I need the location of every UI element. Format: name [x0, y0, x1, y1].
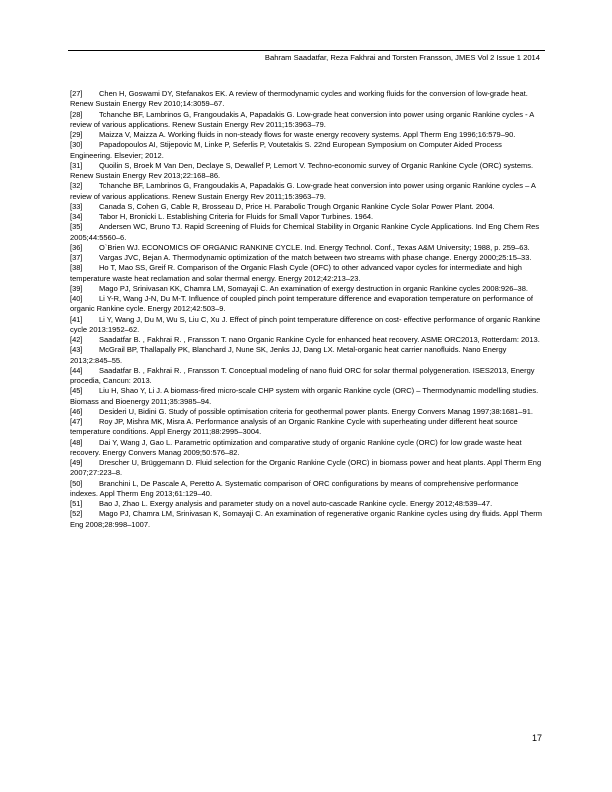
reference-number: [30] [70, 140, 83, 150]
page-number: 17 [531, 733, 542, 743]
reference-entry [70, 222, 544, 243]
reference-entry [70, 366, 544, 387]
reference-entry [70, 130, 544, 140]
reference-text: McGrail BP, Thallapally PK, Blanchard J, Nune SK, Jenks JJ, Dang LX. Metal-organic heat carrier nanofluids. Nano Energy 2013;2:845–55. [70, 345, 507, 365]
reference-number: [42] [70, 335, 83, 344]
reference-text: Dai Y, Wang J, Gao L. Parametric optimization and comparative study of organic Rankine cycle (ORC) for low grade waste heat recovery. Energy Convers Manag 2009;50:576–82. [70, 437, 522, 457]
reference-text: Tchanche BF, Lambrinos G, Frangoudakis A, Papadakis G. Low-grade heat conversion into power using organic Rankine cycles - A review of various applications. Renew Sustain Energy Rev 2011;15:3963–79. [70, 109, 534, 129]
reference-entry [70, 161, 544, 182]
reference-entry [70, 438, 544, 459]
reference-number: [52] [70, 509, 83, 519]
reference-entry [70, 315, 544, 336]
reference-text: Andersen WC, Bruno TJ. Rapid Screening of Fluids for Chemical Stability in Organic Rankine Cycle Applications. Ind Eng Chem Res 2005;44:5560–6. [70, 222, 540, 242]
reference-entry [70, 335, 544, 345]
reference-text: Mago PJ, Chamra LM, Srinivasan K, Somayaji C. An examination of regenerative organic Rankine cycles using dry fluids. Appl Therm Eng 2008;28:998–1007. [70, 509, 542, 529]
reference-number: [43] [70, 345, 83, 355]
reference-entry [70, 212, 544, 222]
reference-number: [45] [70, 386, 83, 396]
reference-number: [40] [70, 294, 83, 303]
reference-text: Li Y-R, Wang J-N, Du M-T. Influence of coupled pinch point temperature difference and evaporation temperature on performance of organic Rankine cycle. Energy 2012;42:503–9. [70, 294, 533, 314]
reference-text: Drescher U, Brüggemann D. Fluid selection for the Organic Rankine Cycle (ORC) in biomass power and heat plants. Appl Therm Eng 2007;27:223–8. [70, 458, 542, 478]
reference-text: Li Y, Wang J, Du M, Wu S, Liu C, Xu J. Effect of pinch point temperature difference on cost- effective performance of organic Rankine cycle 2013:1952–62. [70, 314, 541, 334]
reference-text: Canada S, Cohen G, Cable R, Brosseau D, Price H. Parabolic Trough Organic Rankine Cycle Solar Power Plant. 2004. [99, 201, 495, 211]
reference-text: Ho T, Mao SS, Greif R. Comparison of the Organic Flash Cycle (OFC) to other advanced vapor cycles for intermediate and high temperature waste heat reclamation and solar thermal energy. Energy 2012;42:213–23. [70, 263, 522, 283]
reference-entry [70, 253, 544, 263]
reference-number: [32] [70, 181, 83, 191]
reference-text: O`Brien WJ. ECONOMICS OF ORGANIC RANKINE CYCLE. Ind. Energy Technol. Conf., Texas A&M University; 1988, p. 259–63. [99, 242, 530, 252]
reference-number: [37] [70, 253, 83, 262]
reference-text: Bao J, Zhao L. Exergy analysis and parameter study on a novel auto-cascade Rankine cycle. Energy 2012;48:539–47. [99, 499, 493, 508]
reference-number: [47] [70, 417, 83, 426]
reference-text: Vargas JVC, Bejan A. Thermodynamic optimization of the match between two streams with phase change. Energy 2000;25:15–33. [99, 253, 532, 262]
running-head: Bahram Saadatfar, Reza Fakhrai and Torsten Fransson, JMES Vol 2 Issue 1 2014 [264, 53, 540, 62]
reference-number: [27] [70, 89, 83, 98]
reference-list [70, 89, 544, 530]
reference-entry [70, 263, 544, 284]
reference-number: [28] [70, 109, 83, 119]
reference-number: [46] [70, 406, 83, 416]
reference-text: Saadatfar B. , Fakhrai R. , Fransson T. nano Organic Rankine Cycle for enhanced heat recovery. ASME ORC2013, Rotterdam: 2013. [99, 335, 540, 344]
reference-number: [38] [70, 263, 83, 273]
reference-entry [70, 345, 544, 366]
reference-text: Roy JP, Mishra MK, Misra A. Performance analysis of an Organic Rankine Cycle with superheating under different heat source temperature conditions. Appl Energy 2011;88:2995–3004. [70, 417, 518, 437]
reference-text: Tabor H, Bronicki L. Establishing Criteria for Fluids for Small Vapor Turbines. 1964. [99, 212, 374, 221]
reference-text: Chen H, Goswami DY, Stefanakos EK. A review of thermodynamic cycles and working fluids for the conversion of low-grade heat. Renew Sustain Energy Rev 2010;14:3059–67. [70, 89, 528, 109]
reference-entry [70, 499, 544, 509]
reference-text: Branchini L, De Pascale A, Peretto A. Systematic comparison of ORC configurations by means of comprehensive performance indexes. Appl Therm Eng 2013;61:129–40. [70, 478, 519, 498]
reference-entry [70, 294, 544, 315]
reference-text: Tchanche BF, Lambrinos G, Frangoudakis A, Papadakis G. Low-grade heat conversion into power using organic Rankine cycles – A review of various applications. Renew Sustain Energy Rev 2011;15:3963–79. [70, 181, 536, 201]
reference-entry [70, 509, 544, 530]
reference-text: Liu H, Shao Y, Li J. A biomass-fired micro-scale CHP system with organic Rankine cycle (ORC) – Thermodynamic modelling studies. Biomass and Bioenergy 2011;35:3985–94. [70, 386, 539, 406]
reference-entry [70, 458, 544, 479]
reference-number: [41] [70, 314, 83, 324]
reference-number: [31] [70, 160, 83, 170]
reference-number: [39] [70, 283, 83, 293]
reference-number: [33] [70, 201, 83, 211]
reference-number: [48] [70, 437, 83, 447]
header-rule [68, 50, 545, 51]
reference-entry [70, 140, 544, 161]
reference-number: [29] [70, 130, 83, 139]
reference-text: Saadatfar B. , Fakhrai R. , Fransson T. Conceptual modeling of nano fluid ORC for solar thermal polygeneration. ISES2013, Energy procedia, Cancun: 2013. [70, 365, 535, 385]
reference-entry [70, 407, 544, 417]
reference-text: Papadopoulos AI, Stijepovic M, Linke P, Seferlis P, Voutetakis S. 22nd European Symposium on Computer Aided Process Engineering. Elsevier; 2012. [70, 140, 502, 160]
reference-entry [70, 110, 544, 131]
reference-entry [70, 284, 544, 294]
reference-entry [70, 181, 544, 202]
reference-text: Quoilin S, Broek M Van Den, Declaye S, Dewallef P, Lemort V. Techno-economic survey of Organic Rankine Cycle (ORC) systems. Renew Sustain Energy Rev 2013;22:168–86. [70, 160, 534, 180]
reference-text: Mago PJ, Srinivasan KK, Chamra LM, Somayaji C. An examination of exergy destruction in organic Rankine cycles 2008:926–38. [99, 283, 528, 293]
reference-number: [50] [70, 478, 83, 488]
reference-entry [70, 202, 544, 212]
reference-number: [35] [70, 222, 83, 232]
reference-number: [51] [70, 499, 83, 508]
reference-entry [70, 479, 544, 500]
reference-number: [34] [70, 212, 83, 221]
reference-entry [70, 243, 544, 253]
reference-number: [44] [70, 365, 83, 375]
reference-entry [70, 417, 544, 438]
reference-entry [70, 89, 544, 110]
reference-number: [36] [70, 242, 83, 252]
reference-text: Maizza V, Maizza A. Working fluids in non-steady flows for waste energy recovery systems. Appl Therm Eng 1996;16:579–90. [99, 130, 516, 139]
reference-text: Desideri U, Bidini G. Study of possible optimisation criteria for geothermal power plants. Energy Convers Manag 1997;38:1681–91. [99, 406, 533, 416]
reference-number: [49] [70, 458, 83, 467]
reference-entry [70, 386, 544, 407]
